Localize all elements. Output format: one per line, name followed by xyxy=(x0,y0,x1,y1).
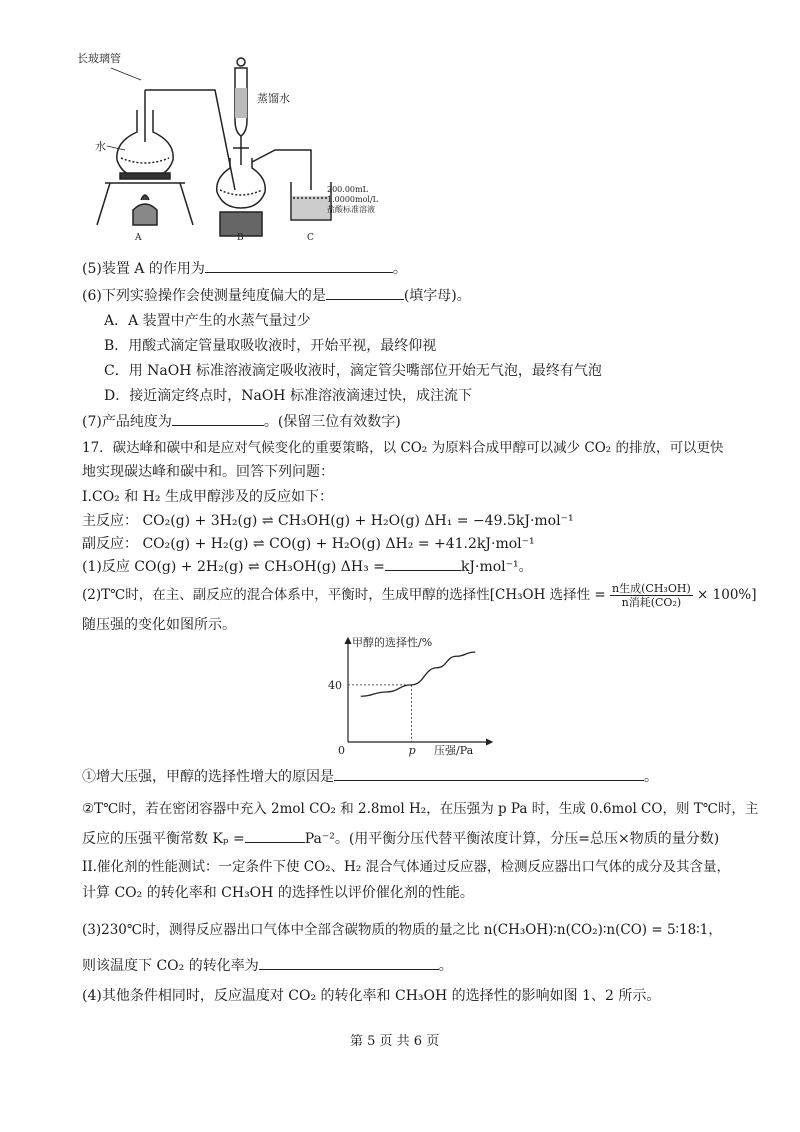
selectivity-curve xyxy=(361,652,476,696)
y-tick-label: 40 xyxy=(328,678,342,692)
main-reaction: 主反应： CO₂(g) + 3H₂(g) ⇌ CH₃OH(g) + H₂O(g) ΔH₁ = −49.5kJ·mol⁻¹ xyxy=(82,513,574,529)
q6-option-c: C．用 NaOH 标准溶液滴定吸收液时，滴定管尖嘴部位开始无气泡，最终有气泡 xyxy=(104,363,602,379)
q17-2-1-answer-blank[interactable] xyxy=(334,766,644,781)
side-reaction: 副反应： CO₂(g) + H₂(g) ⇌ CO(g) + H₂O(g) ΔH₂ = +41.2kJ·mol⁻¹ xyxy=(82,536,535,552)
q5-answer-blank[interactable] xyxy=(205,258,393,273)
water-label: 水 xyxy=(95,140,106,153)
q17-intro-1: 17．碳达峰和碳中和是应对气候变化的重要策略，以 CO₂ 为原料合成甲醇可以减少 CO₂ 的排放，可以更快 xyxy=(82,440,724,456)
beaker-label-3: 盐酸标准溶液 xyxy=(327,205,375,214)
page-footer: 第 5 页 共 6 页 xyxy=(350,1034,440,1049)
q6-option-b: B．用酸式滴定管量取吸收液时，开始平视，最终仰视 xyxy=(104,338,437,354)
q17-3-line1: (3)230℃时，测得反应器出口气体中全部含碳物质的物质的量之比 n(CH₃OH)∶n(CO₂)∶n(CO) = 5∶18∶1， xyxy=(82,922,722,938)
q17-4-line: (4)其他条件相同时，反应温度对 CO₂ 的转化率和 CH₃OH 的选择性的影响如图 1、2 所示。 xyxy=(82,988,661,1004)
origin-label: 0 xyxy=(338,744,345,757)
device-a xyxy=(97,90,205,225)
distilled-water-label: 蒸馏水 xyxy=(257,92,290,105)
q6-answer-blank[interactable] xyxy=(326,285,404,300)
q6-option-a: A．A 装置中产生的水蒸气量过少 xyxy=(104,313,311,329)
q7-line: (7)产品纯度为 。(保留三位有效数字) xyxy=(82,411,401,431)
part2-line1: II.催化剂的性能测试：一定条件下使 CO₂、H₂ 混合气体通过反应器，检测反应器出口气体的成分及其含量， xyxy=(82,859,731,875)
q17-intro-2: 地实现碳达峰和碳中和。回答下列问题： xyxy=(82,464,334,480)
q17-2-line2: 随压强的变化如图所示。 xyxy=(82,617,236,633)
label-c: C xyxy=(307,233,314,243)
q17-2-1-line: ①增大压强，甲醇的选择性增大的原因是 。 xyxy=(82,766,658,786)
label-b: B xyxy=(237,233,244,243)
selectivity-chart xyxy=(320,630,520,760)
q17-2-2-line2: 反应的压强平衡常数 Kₚ = Pa⁻²。(用平衡分压代替平衡浓度计算，分压=总压×物质的量分数) xyxy=(82,828,719,848)
apparatus-figure xyxy=(75,50,405,245)
q17-2-2-answer-blank[interactable] xyxy=(245,828,305,843)
beaker-label-1: 200.00mL xyxy=(327,185,368,194)
x-tick-label: p xyxy=(408,744,416,757)
q17-1-answer-blank[interactable] xyxy=(385,556,461,571)
y-axis-label: 甲醇的选择性/% xyxy=(352,636,433,649)
q5-line: (5)装置 A 的作用为 。 xyxy=(82,258,407,278)
beaker-label-2: 1.0000mol/L xyxy=(327,195,378,204)
label-a: A xyxy=(135,233,142,243)
long-tube-label: 长玻璃管 xyxy=(77,52,121,65)
q5-text: (5)装置 A 的作用为 xyxy=(82,261,205,277)
selectivity-fraction: $\frac{\text{n生成(CH₃OH)}}{\text{n消耗(CO₂)}}$ xyxy=(612,582,691,609)
q6-line: (6)下列实验操作会使测量纯度偏大的是 (填字母)。 xyxy=(82,285,471,305)
q6-text: (6)下列实验操作会使测量纯度偏大的是 xyxy=(82,288,326,304)
q6-option-d: D．接近滴定终点时，NaOH 标准溶液滴速过快，成注流下 xyxy=(104,388,472,404)
q17-3-answer-blank[interactable] xyxy=(259,955,439,970)
q17-1-line: (1)反应 CO(g) + 2H₂(g) ⇌ CH₃OH(g) ΔH₃ = kJ·mol⁻¹。 xyxy=(82,556,533,576)
q17-1-text: (1)反应 CO(g) + 2H₂(g) ⇌ CH₃OH(g) ΔH₃ = xyxy=(82,559,385,575)
q17-2-2-line1: ②T℃时，若在密闭容器中充入 2mol CO₂ 和 2.8mol H₂，在压强为 p Pa 时，生成 0.6mol CO，则 T℃时，主 xyxy=(82,801,759,817)
q17-3-line2: 则该温度下 CO₂ 的转化率为 。 xyxy=(82,955,453,975)
q17-part1-title: I.CO₂ 和 H₂ 生成甲醇涉及的反应如下： xyxy=(82,489,333,505)
q17-2-line: (2)T℃时，在主、副反应的混合体系中，平衡时，生成甲醇的选择性[CH₃OH 选择性 = $\frac{\text{n生成(CH₃OH)}}{\text{n消耗(CO₂)}}$ × 100%] xyxy=(82,582,757,609)
part2-line2: 计算 CO₂ 的转化率和 CH₃OH 的选择性以评价催化剂的性能。 xyxy=(82,885,474,901)
q7-answer-blank[interactable] xyxy=(172,411,264,426)
q7-text: (7)产品纯度为 xyxy=(82,414,172,430)
x-axis-label: 压强/Pa xyxy=(434,744,474,757)
